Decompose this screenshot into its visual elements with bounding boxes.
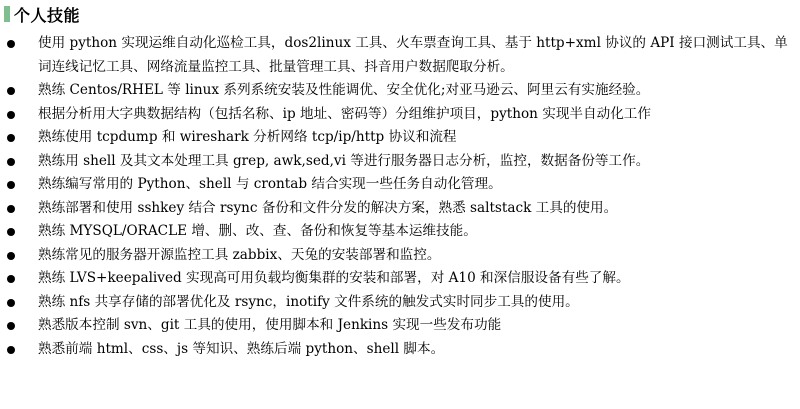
bullet-icon	[7, 228, 15, 236]
bullet-icon	[7, 275, 15, 283]
section-header	[4, 3, 80, 25]
skill-text: 熟练用 shell 及其文本处理工具 grep, awk,sed,vi 等进行服务器日志分析，监控，数据备份等工作。	[38, 152, 650, 169]
skill-text: 熟练使用 tcpdump 和 wireshark 分析网络 tcp/ip/http 协议和流程	[38, 129, 457, 145]
skill-item	[0, 314, 800, 338]
bullet-icon	[7, 158, 15, 166]
skill-text: 熟练常见的服务器开源监控工具 zabbix、天兔的安装部署和监控。	[38, 246, 441, 263]
skill-text: 熟悉前端 html、css、js 等知识、熟练后端 python、shell 脚本。	[38, 340, 445, 357]
skill-item	[0, 150, 800, 174]
skill-item	[0, 197, 800, 221]
skill-item	[0, 267, 800, 291]
skill-item	[0, 244, 800, 268]
section-marker-bar	[4, 6, 10, 22]
skill-text: 熟练部署和使用 sshkey 结合 rsync 备份和文件分发的解决方案，熟悉 saltstack 工具的使用。	[38, 199, 618, 216]
skill-text: 熟练 Centos/RHEL 等 linux 系列系统安装及性能调优、安全优化;对亚马逊云、阿里云有实施经验。	[38, 82, 650, 98]
skill-item	[0, 173, 800, 197]
skill-item	[0, 220, 800, 244]
skill-text: 熟练 LVS+keepalived 实现高可用负载均衡集群的安装和部署，对 A10 和深信服设备有些了解。	[38, 270, 630, 286]
bullet-icon	[7, 40, 15, 48]
bullet-icon	[7, 346, 15, 354]
skill-item	[0, 291, 800, 315]
skill-item	[0, 103, 800, 127]
skill-item	[0, 126, 800, 150]
skill-text: 熟悉版本控制 svn、git 工具的使用，使用脚本和 Jenkins 实现一些发布功能	[38, 317, 502, 333]
bullet-icon	[7, 87, 15, 95]
skill-text: 根据分析用大字典数据结构（包括名称、ip 地址、密码等）分组维护项目，python 实现半自动化工作	[38, 105, 651, 122]
section-title: 个人技能	[14, 5, 81, 25]
skill-list	[0, 32, 800, 361]
bullet-icon	[7, 111, 15, 119]
skill-text: 熟练 MYSQL/ORACLE 增、删、改、查、备份和恢复等基本运维技能。	[38, 223, 477, 239]
bullet-icon	[7, 134, 15, 142]
skill-text: 使用 python 实现运维自动化巡检工具，dos2linux 工具、火车票查询工具、基于 http+xml 协议的 API 接口测试工具、单词连线记忆工具、网络流量监控工具、批量管理工具、抖音用户数据爬取分析。	[38, 35, 788, 75]
bullet-icon	[7, 181, 15, 189]
skill-item	[0, 338, 800, 362]
bullet-icon	[7, 322, 15, 330]
skill-item	[0, 32, 800, 79]
skill-text: 熟练 nfs 共享存储的部署优化及 rsync，inotify 文件系统的触发式实时同步工具的使用。	[38, 293, 579, 310]
bullet-icon	[7, 205, 15, 213]
skill-text: 熟练编写常用的 Python、shell 与 crontab 结合实现一些任务自动化管理。	[38, 176, 502, 192]
bullet-icon	[7, 299, 15, 307]
bullet-icon	[7, 252, 15, 260]
skill-item	[0, 79, 800, 103]
